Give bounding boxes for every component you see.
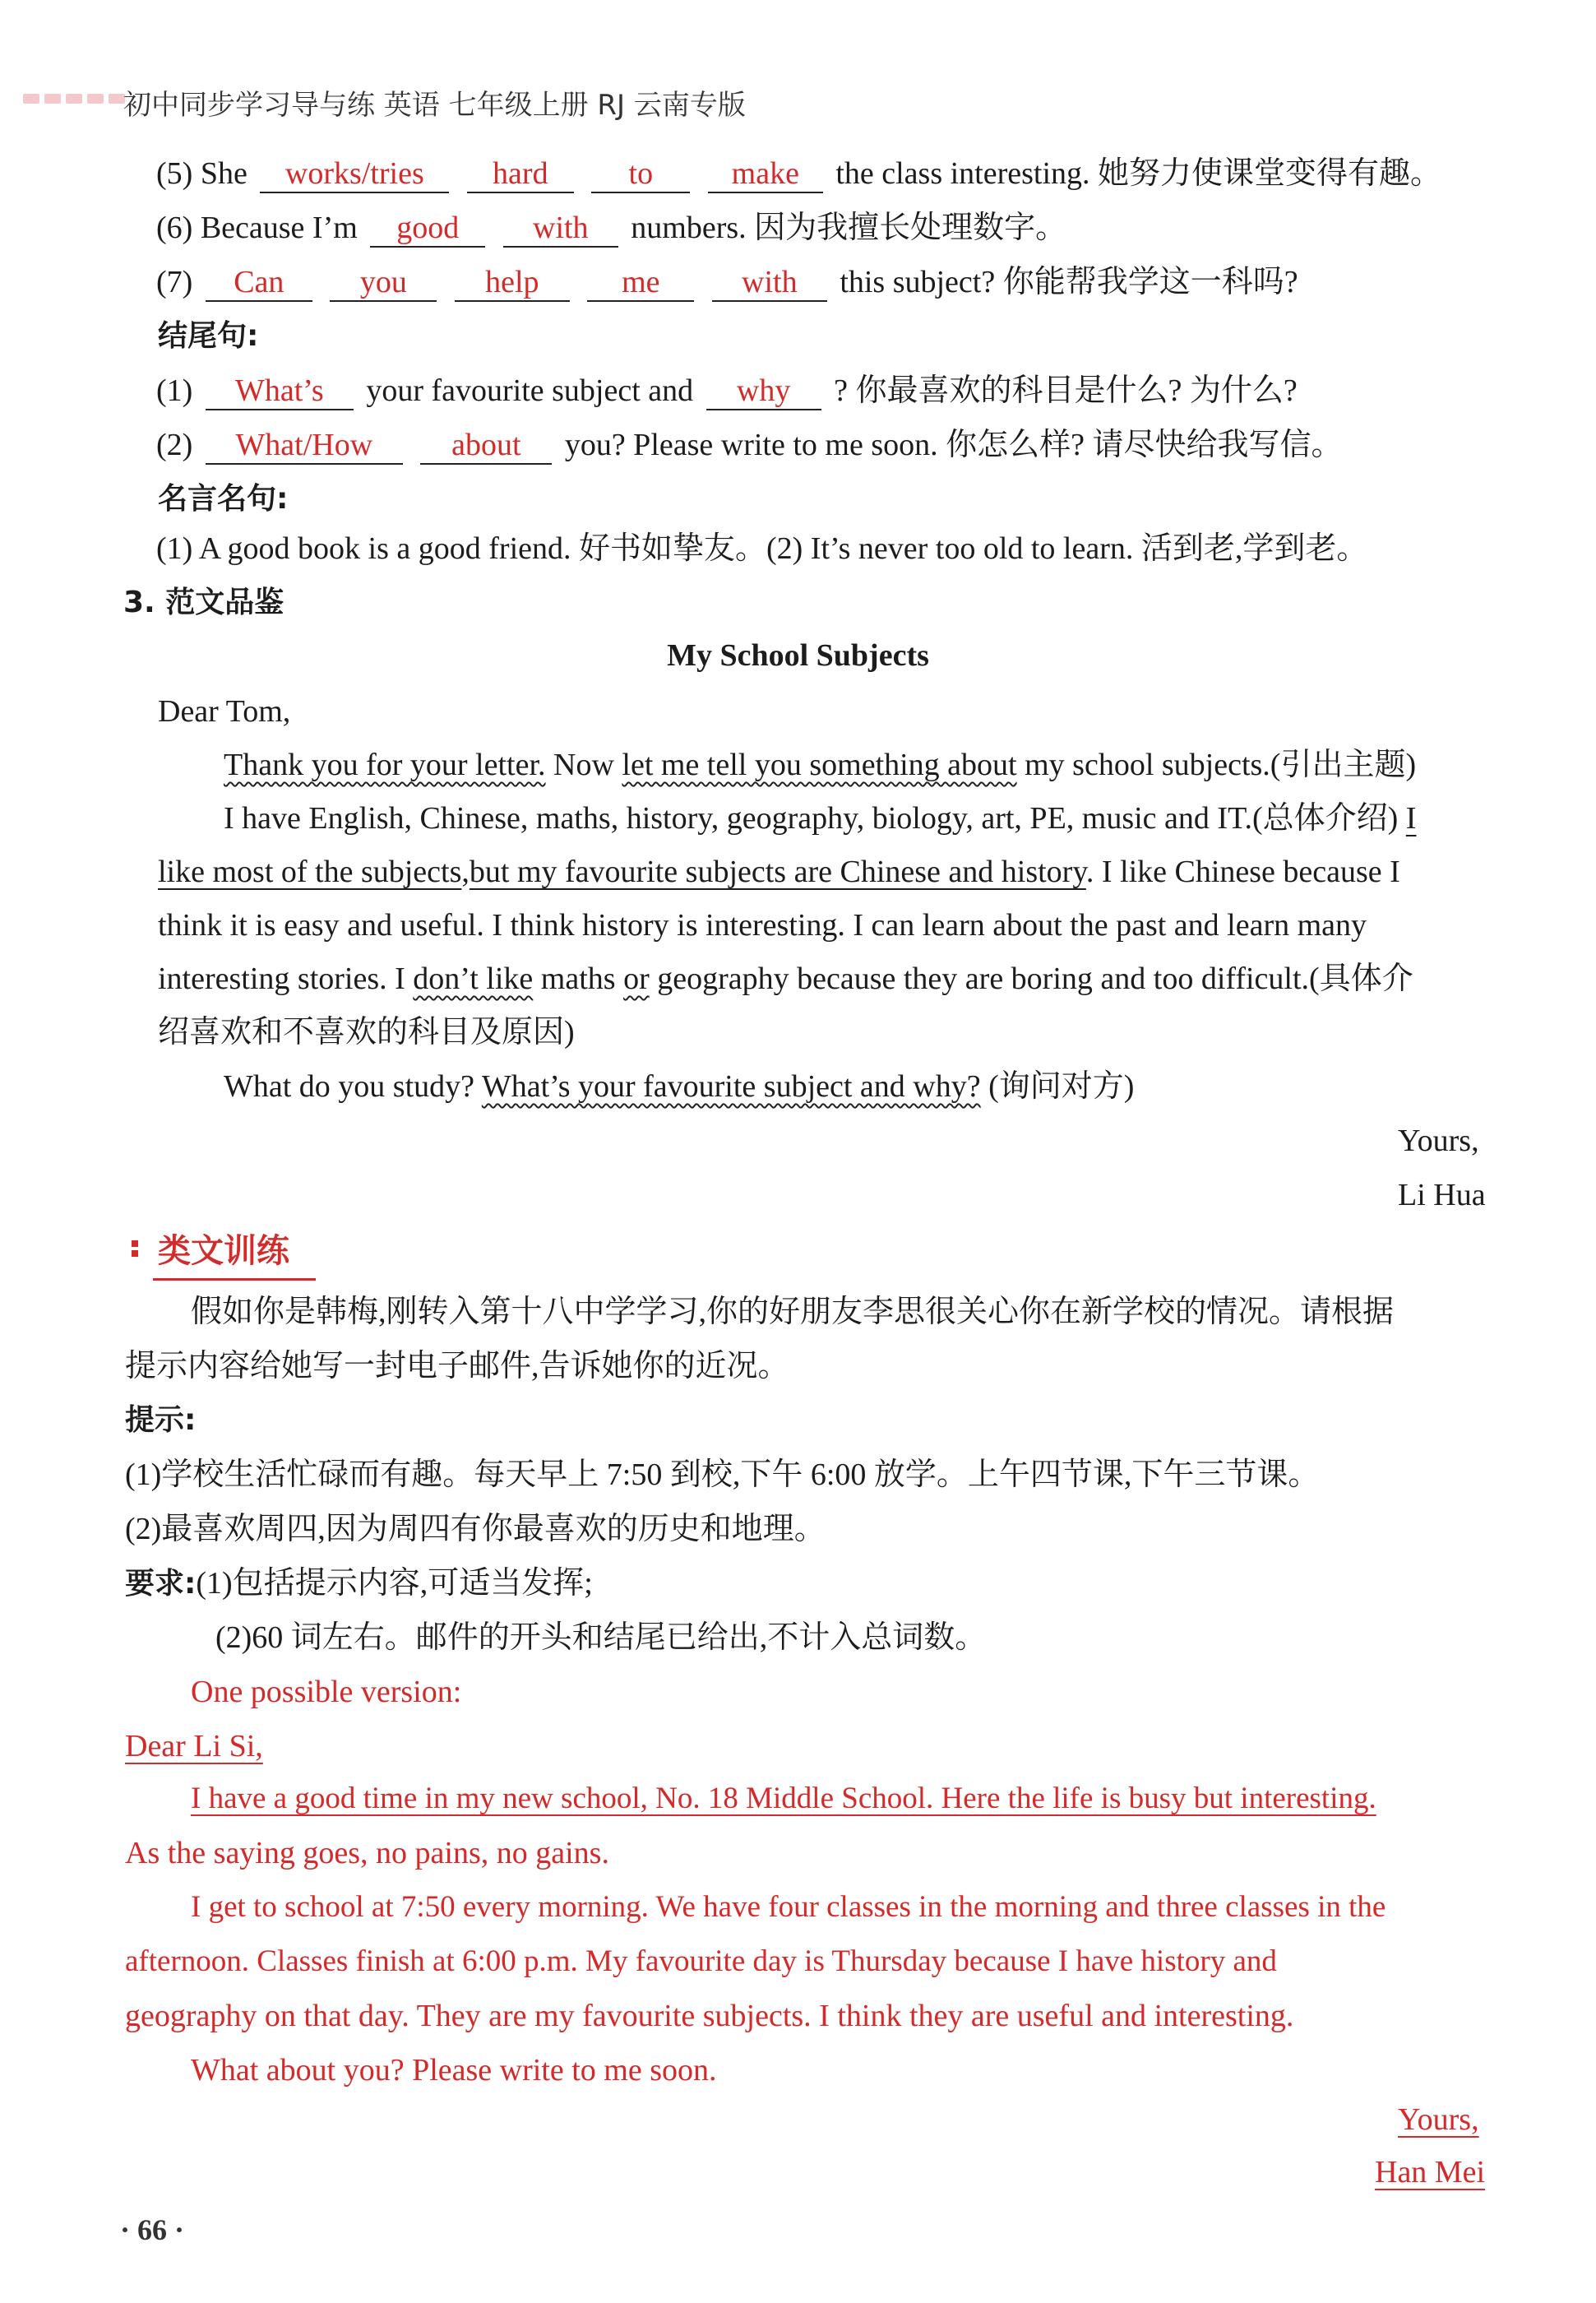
underlined-phrase: I <box>1405 801 1417 836</box>
essay-signature: Li Hua <box>1398 1178 1486 1212</box>
answer-blank: me <box>587 264 694 302</box>
essay-text: maths <box>540 962 616 996</box>
answer-blank: you <box>330 264 437 302</box>
sentence-text: this subject? 你能帮我学这一科吗? <box>840 265 1298 299</box>
underlined-phrase: like most of the subjects <box>158 855 462 889</box>
quotes-heading: 名言名句: <box>158 482 289 516</box>
answer-blank: Can <box>206 264 312 302</box>
essay-text: I have English, Chinese, maths, history, geography, biology, art, PE, music and IT.(总体介绍) <box>224 801 1399 836</box>
sentence-7 <box>156 262 1298 303</box>
sentence-text: you? Please write to me soon. 你怎么样? 请尽快给我写信。 <box>564 428 1343 462</box>
sentence-text: your favourite subject and <box>366 373 694 408</box>
answer-blank: What/How <box>206 427 403 465</box>
answer-line: afternoon. Classes finish at 6:00 p.m. My favourite day is Thursday because I have history and <box>125 1944 1277 1978</box>
essay-text: . I like Chinese because I <box>1085 855 1400 889</box>
essay-text: geography because they are boring and too difficult.(具体介 <box>657 962 1413 996</box>
hints-label: 提示: <box>125 1403 197 1437</box>
page-number: · 66 · <box>120 2213 185 2246</box>
essay-line <box>224 798 1416 839</box>
essay-text: , <box>461 855 470 889</box>
answer-line: geography on that day. They are my favourite subjects. I think they are useful and interesting. <box>125 1999 1294 2033</box>
answer-blank: works/tries <box>260 155 449 193</box>
sentence-text: numbers. 因为我擅长处理数字。 <box>631 211 1067 245</box>
ending-sentence-1 <box>156 370 1298 411</box>
section-marker-icon <box>132 1240 138 1257</box>
essay-text: interesting stories. I <box>158 962 405 996</box>
essay-closing: Yours, <box>1398 1124 1479 1158</box>
ending-heading: 结尾句: <box>158 319 259 353</box>
answer-blank: to <box>591 155 690 193</box>
answer-label: One possible version: <box>191 1675 462 1709</box>
answer-line: What about you? Please write to me soon. <box>191 2053 717 2088</box>
hint-item: (2)最喜欢周四,因为周四有你最喜欢的历史和地理。 <box>125 1512 826 1546</box>
highlighted-phrase: or <box>623 962 650 996</box>
answer-line: As the saying goes, no pains, no gains. <box>125 1836 609 1870</box>
essay-line <box>158 851 1400 892</box>
answer-line: I have a good time in my new school, No. 18 Middle School. Here the life is busy but interesting. <box>191 1782 1376 1815</box>
essay-greeting: Dear Tom, <box>158 694 291 729</box>
answer-blank: about <box>420 427 552 465</box>
sentence-text: ? 你最喜欢的科目是什么? 为什么? <box>834 373 1298 408</box>
essay-text: Now <box>553 748 614 782</box>
essay-text: (询问对方) <box>988 1069 1135 1104</box>
answer-line: I get to school at 7:50 every morning. We have four classes in the morning and three classes in the <box>191 1890 1386 1924</box>
highlighted-phrase: let me tell you something about <box>622 748 1017 782</box>
essay-line <box>224 744 1416 785</box>
highlighted-phrase: don’t like <box>413 962 534 996</box>
ending-sentence-2 <box>156 424 1342 466</box>
answer-blank: with <box>503 210 618 248</box>
sentence-6 <box>156 207 1066 248</box>
item-number: (1) <box>156 373 193 408</box>
practice-heading-underline <box>153 1278 316 1281</box>
hint-item: (1)学校生活忙碌而有趣。每天早上 7:50 到校,下午 6:00 放学。上午四节课,下午三节课。 <box>125 1457 1320 1492</box>
highlighted-phrase: Thank you for your letter. <box>224 748 546 782</box>
answer-signature: Han Mei <box>1375 2155 1486 2189</box>
essay-line: think it is easy and useful. I think history is interesting. I can learn about the past and learn many <box>158 908 1367 943</box>
header-title: 初中同步学习导与练 英语 七年级上册 RJ 云南专版 <box>123 89 746 122</box>
requirements <box>125 1563 593 1605</box>
answer-blank: help <box>455 264 570 302</box>
practice-prompt: 假如你是韩梅,刚转入第十八中学学习,你的好朋友李思很关心你在新学校的情况。请根据 <box>191 1295 1395 1329</box>
requirement-item: (1)包括提示内容,可适当发挥; <box>196 1566 593 1601</box>
practice-prompt: 提示内容给她写一封电子邮件,告诉她你的近况。 <box>125 1349 789 1383</box>
item-number: (5) <box>156 156 193 191</box>
answer-blank: What’s <box>206 373 354 410</box>
sentence-5 <box>156 153 1441 194</box>
answer-blank: good <box>370 210 485 248</box>
item-number: (7) <box>156 265 193 299</box>
quotes-text: (1) A good book is a good friend. 好书如挚友。(2) It’s never too old to learn. 活到老,学到老。 <box>156 531 1368 566</box>
item-number: (6) <box>156 211 193 245</box>
sentence-text: the class interesting. 她努力使课堂变得有趣。 <box>835 156 1442 191</box>
sentence-text: She <box>200 156 247 191</box>
essay-line: 绍喜欢和不喜欢的科目及原因) <box>158 1015 575 1050</box>
sentence-text: Because I’m <box>200 211 358 245</box>
requirement-item: (2)60 词左右。邮件的开头和结尾已给出,不计入总词数。 <box>215 1620 987 1655</box>
answer-blank: make <box>708 155 823 193</box>
item-number: (2) <box>156 428 193 462</box>
answer-closing: Yours, <box>1398 2102 1479 2137</box>
essay-text: What do you study? <box>224 1069 475 1104</box>
answer-greeting: Dear Li Si, <box>125 1729 263 1763</box>
essay-text: my school subjects.(引出主题) <box>1025 748 1417 782</box>
highlighted-phrase: What’s your favourite subject and why? <box>481 1069 981 1104</box>
essay-line <box>224 1066 1134 1107</box>
underlined-phrase: but my favourite subjects are Chinese and history <box>469 855 1086 889</box>
essay-title: My School Subjects <box>667 638 929 673</box>
practice-heading: 类文训练 <box>158 1232 289 1270</box>
answer-blank: hard <box>467 155 574 193</box>
answer-blank: why <box>706 373 821 410</box>
answer-blank: with <box>712 264 827 302</box>
section-heading: 3. 范文品鉴 <box>123 586 285 619</box>
essay-line <box>158 958 1413 999</box>
requirements-label: 要求: <box>125 1567 197 1601</box>
header-decoration <box>23 94 125 104</box>
